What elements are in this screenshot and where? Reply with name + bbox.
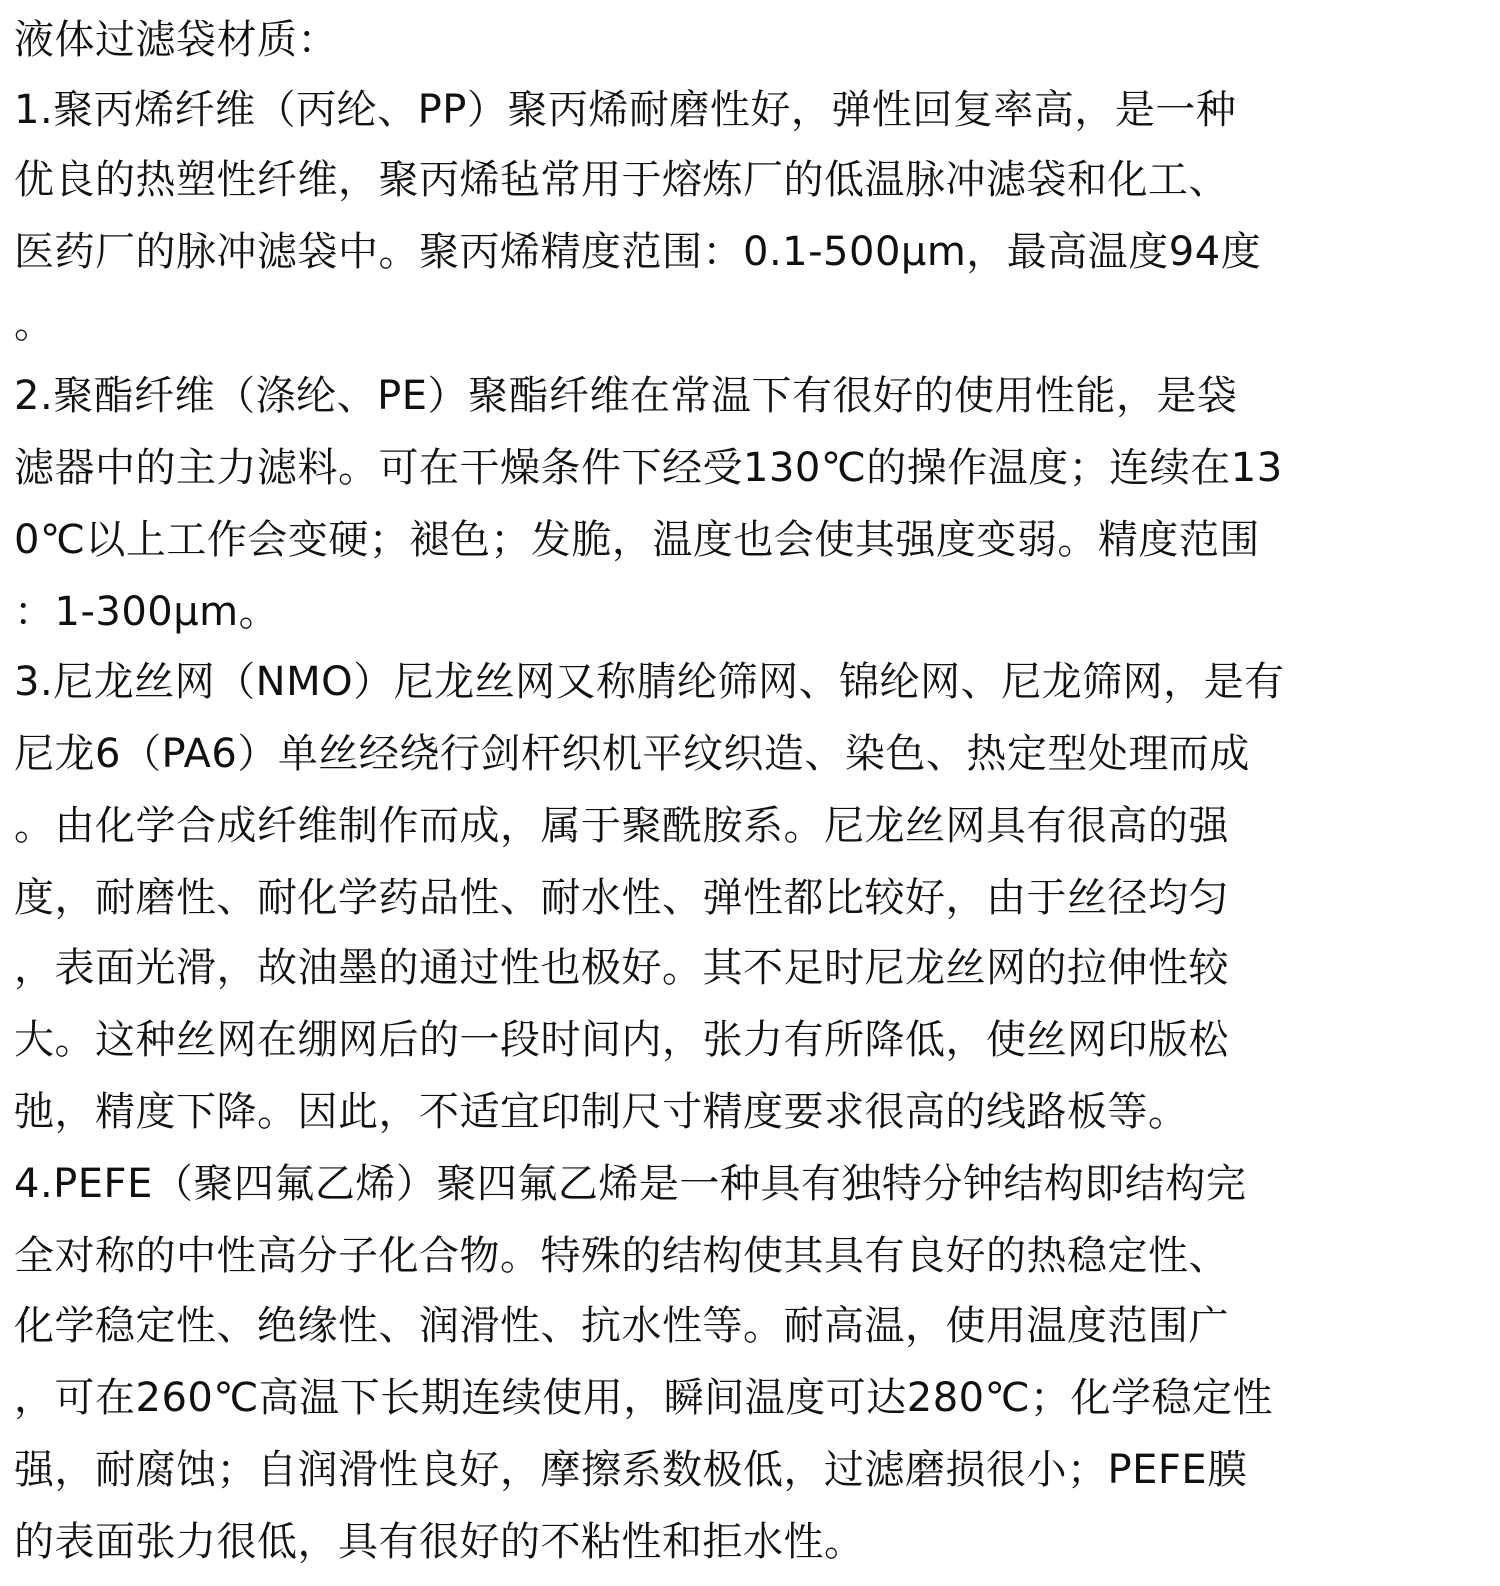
text-line: 3.尼龙丝网（NMO）尼龙丝网又称腈纶筛网、锦纶网、尼龙筛网，是有 bbox=[14, 659, 1285, 705]
text-line: 4.PEFE（聚四氟乙烯）聚四氟乙烯是一种具有独特分钟结构即结构完 bbox=[14, 1161, 1247, 1207]
text-line: ：1-300μm。 bbox=[14, 589, 280, 635]
text-line: ，可在260℃高温下长期连续使用，瞬间温度可达280℃；化学稳定性 bbox=[14, 1375, 1274, 1421]
text-line: 1.聚丙烯纤维（丙纶、PP）聚丙烯耐磨性好，弹性回复率高，是一种 bbox=[14, 87, 1237, 133]
text-line: 液体过滤袋材质： bbox=[14, 17, 338, 63]
text-line: 。由化学合成纤维制作而成，属于聚酰胺系。尼龙丝网具有很高的强 bbox=[14, 803, 1229, 849]
text-line: 化学稳定性、绝缘性、润滑性、抗水性等。耐高温，使用温度范围广 bbox=[14, 1303, 1229, 1349]
text-line: 。 bbox=[14, 301, 55, 347]
text-line: 滤器中的主力滤料。可在干燥条件下经受130℃的操作温度；连续在13 bbox=[14, 445, 1283, 491]
text-line: 0℃以上工作会变硬；褪色；发脆，温度也会使其强度变弱。精度范围 bbox=[14, 517, 1260, 563]
text-line: 度，耐磨性、耐化学药品性、耐水性、弹性都比较好，由于丝径均匀 bbox=[14, 875, 1229, 921]
text-line: 强，耐腐蚀；自润滑性良好，摩擦系数极低，过滤磨损很小；PEFE膜 bbox=[14, 1447, 1248, 1493]
text-line: 全对称的中性高分子化合物。特殊的结构使其具有良好的热稳定性、 bbox=[14, 1233, 1229, 1279]
text-line: 大。这种丝网在绷网后的一段时间内，张力有所降低，使丝网印版松 bbox=[14, 1017, 1229, 1063]
text-line: 优良的热塑性纤维，聚丙烯毡常用于熔炼厂的低温脉冲滤袋和化工、 bbox=[14, 157, 1229, 203]
text-line: 2.聚酯纤维（涤纶、PE）聚酯纤维在常温下有很好的使用性能，是袋 bbox=[14, 373, 1238, 419]
text-line: 的表面张力很低，具有很好的不粘性和拒水性。 bbox=[14, 1519, 865, 1565]
text-line: ，表面光滑，故油墨的通过性也极好。其不足时尼龙丝网的拉伸性较 bbox=[14, 945, 1229, 991]
text-line: 医药厂的脉冲滤袋中。聚丙烯精度范围：0.1-500μm，最高温度94度 bbox=[14, 229, 1262, 275]
text-line: 尼龙6（PA6）单丝经绕行剑杆织机平纹织造、染色、热定型处理而成 bbox=[14, 731, 1250, 777]
text-line: 弛，精度下降。因此，不适宜印制尺寸精度要求很高的线路板等。 bbox=[14, 1089, 1189, 1135]
